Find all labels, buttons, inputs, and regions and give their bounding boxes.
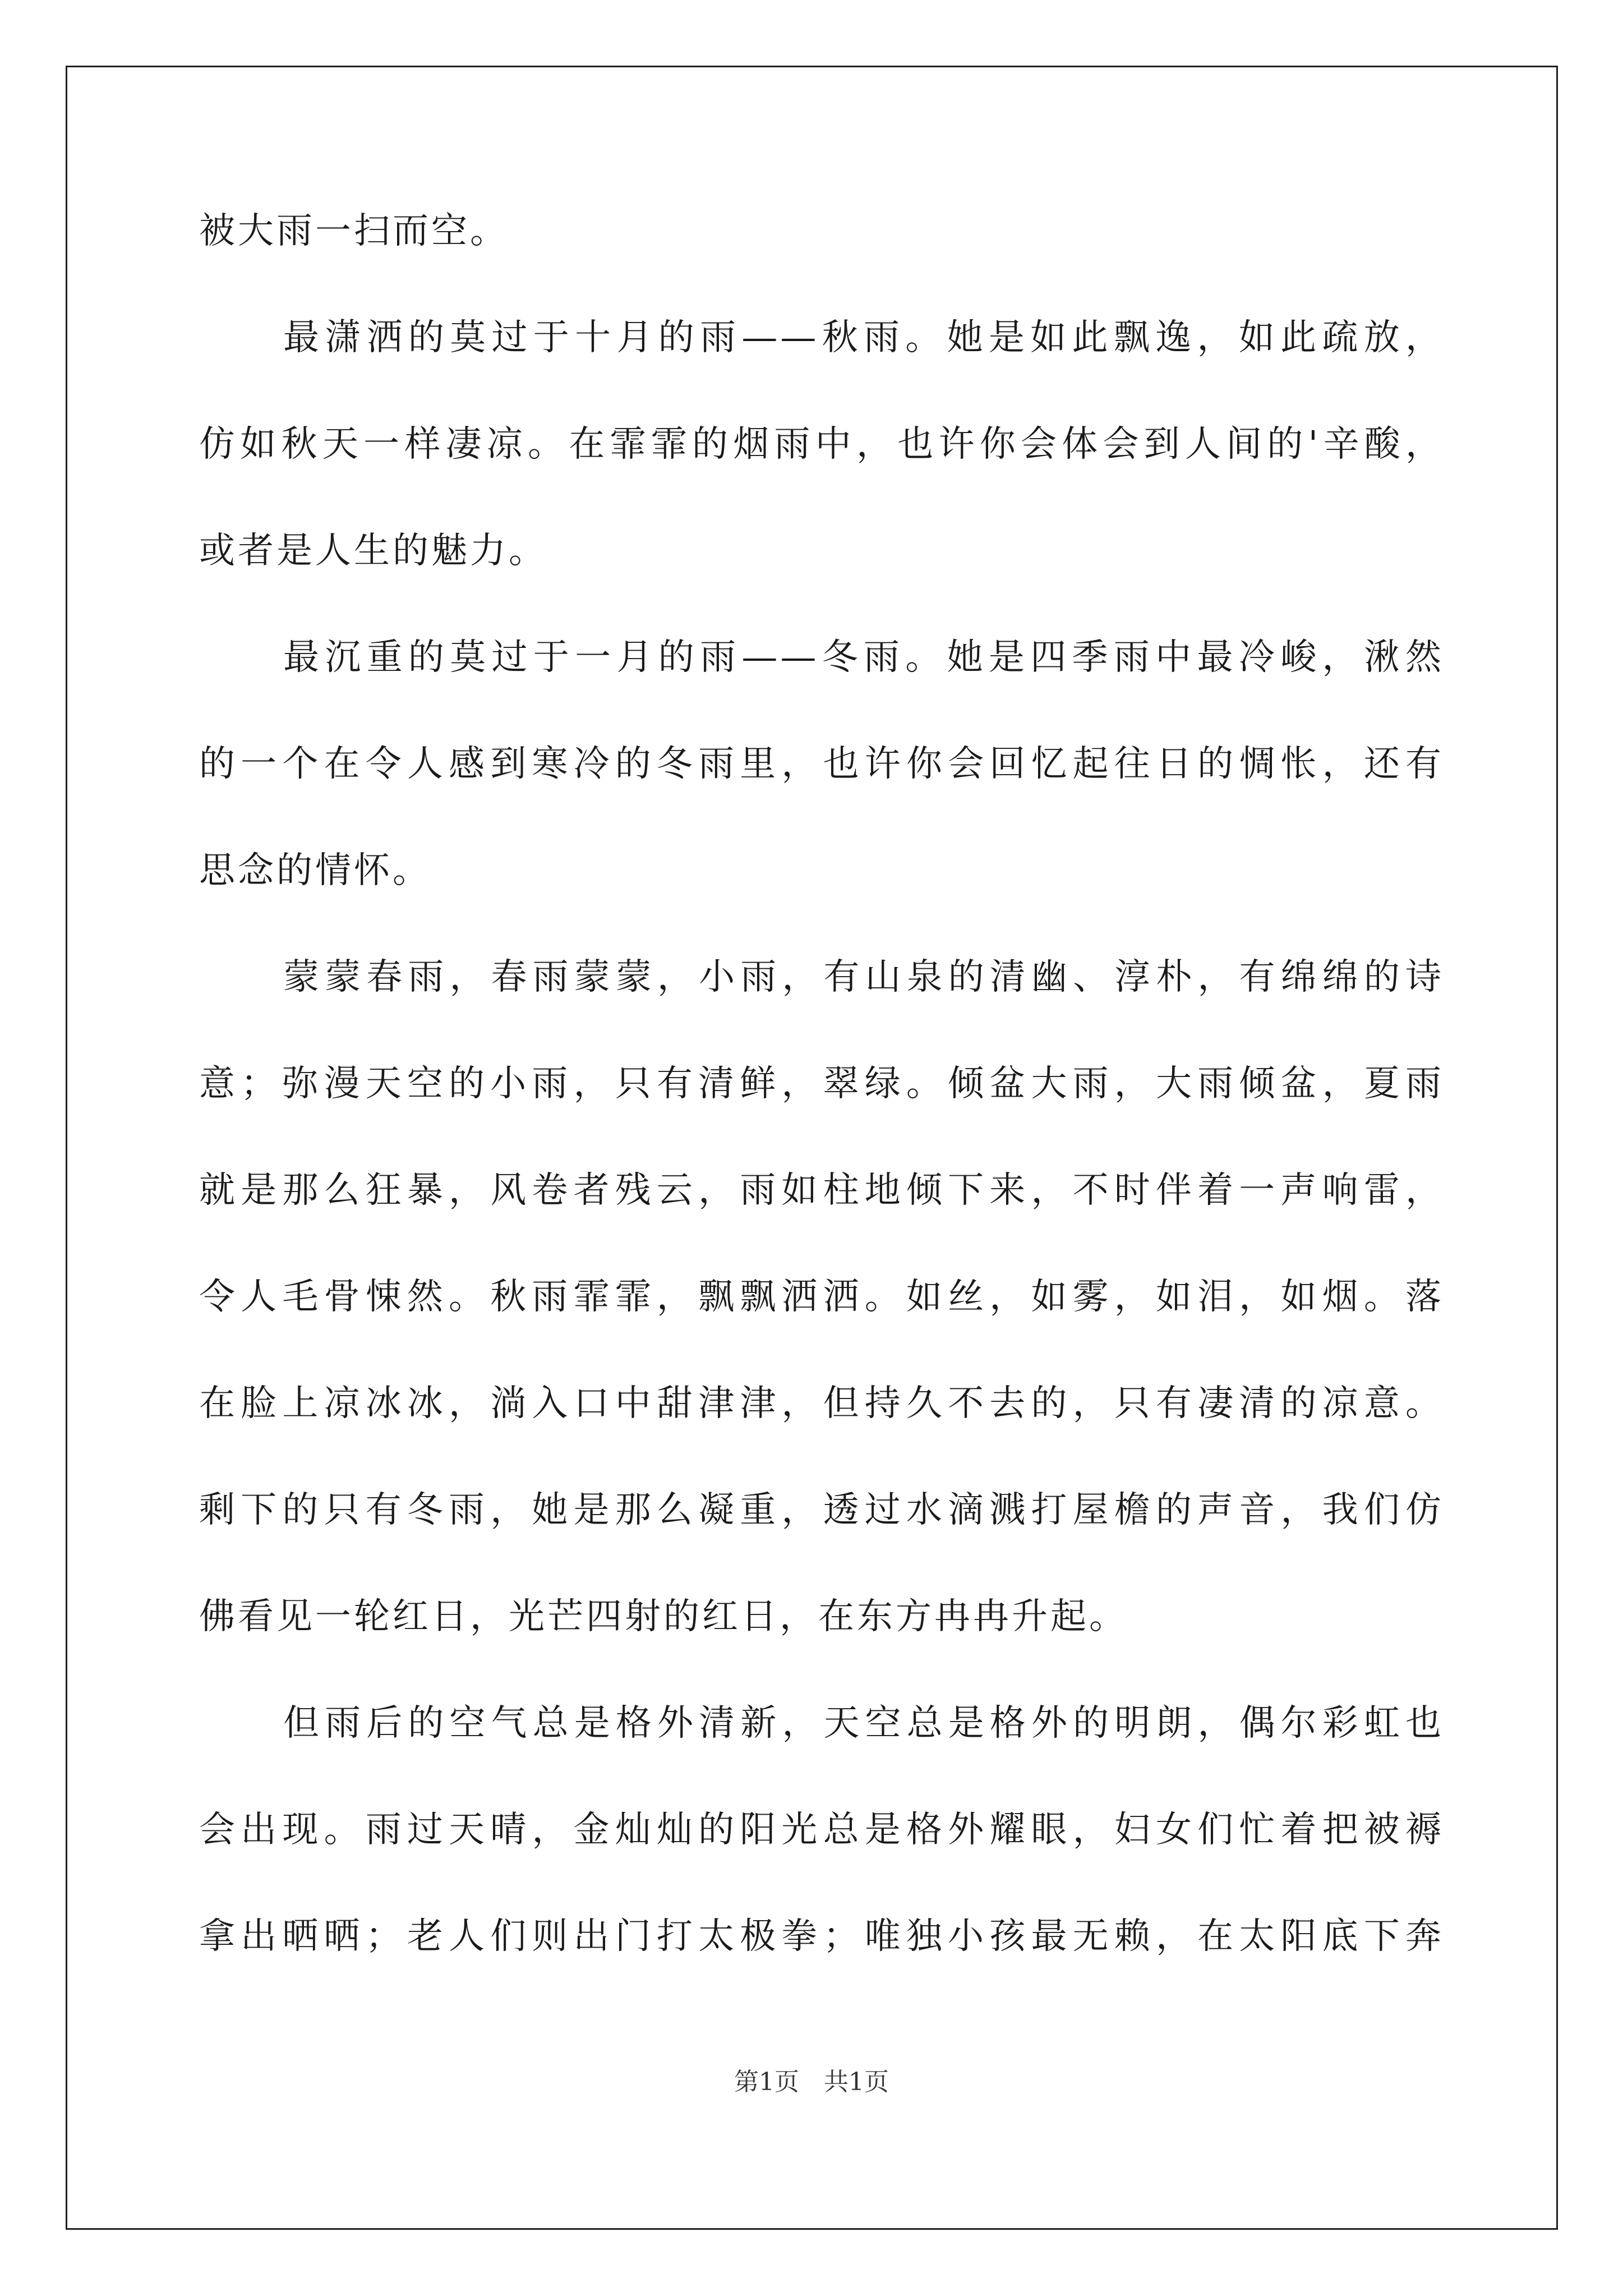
text-line: 意；弥漫天空的小雨，只有清鲜，翠绿。倾盆大雨，大雨倾盆，夏雨: [199, 1063, 1444, 1105]
text-line: 或者是人生的魅力。: [199, 530, 547, 572]
text-line: 在脸上凉冰冰，淌入口中甜津津，但持久不去的，只有凄清的凉意。: [199, 1383, 1444, 1424]
document-body: [199, 210, 1444, 2025]
text-line: 思念的情怀。: [199, 850, 431, 891]
text-line: 仿如秋天一样凄凉。在霏霏的烟雨中，也许你会体会到人间的'辛酸，: [199, 424, 1444, 465]
text-line: 但雨后的空气总是格外清新，天空总是格外的明朗，偶尔彩虹也: [283, 1703, 1444, 1744]
text-line: 最潇洒的莫过于十月的雨——秋雨。她是如此飘逸，如此疏放，: [283, 317, 1444, 358]
text-line: 令人毛骨悚然。秋雨霏霏，飘飘洒洒。如丝，如雾，如泪，如烟。落: [199, 1276, 1444, 1318]
text-line: 最沉重的莫过于一月的雨——冬雨。她是四季雨中最冷峻，湫然: [283, 637, 1444, 678]
text-line: 的一个在令人感到寒冷的冬雨里，也许你会回忆起往日的惆怅，还有: [199, 743, 1444, 785]
text-line: 佛看见一轮红日，光芒四射的红日，在东方冉冉升起。: [199, 1596, 1128, 1637]
page-footer: 第1页 共1页: [734, 2068, 889, 2096]
text-line: 拿出晒晒；老人们则出门打太极拳；唯独小孩最无赖，在太阳底下奔: [199, 1916, 1444, 1957]
text-line: 被大雨一扫而空。: [199, 210, 509, 252]
text-line: 剩下的只有冬雨，她是那么凝重，透过水滴溅打屋檐的声音，我们仿: [199, 1489, 1444, 1531]
text-line: 蒙蒙春雨，春雨蒙蒙，小雨，有山泉的清幽、淳朴，有绵绵的诗: [283, 956, 1444, 998]
text-line: 会出现。雨过天晴，金灿灿的阳光总是格外耀眼，妇女们忙着把被褥: [199, 1809, 1444, 1851]
text-line: 就是那么狂暴，风卷者残云，雨如柱地倾下来，不时伴着一声响雷，: [199, 1170, 1444, 1211]
